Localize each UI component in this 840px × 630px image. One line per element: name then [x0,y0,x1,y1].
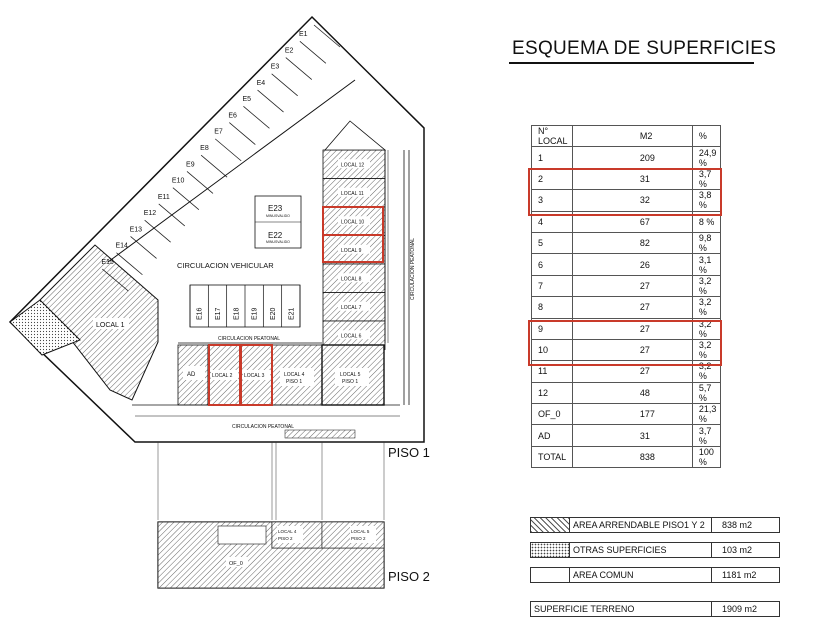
cell-m2: 177 [572,404,692,425]
cell-percent: 5,7 % [692,382,720,403]
cell-percent: 3,2 % [692,318,720,339]
parking-label: E12 [143,210,157,218]
parking-label: E1 [298,31,308,39]
piso-1-label: PISO 1 [388,445,430,460]
parking-label: E21 [288,307,296,320]
table-row [532,147,721,168]
table-row [532,275,721,296]
legend-label: OTRAS SUPERFICIES [570,542,712,558]
legend-value: 838 m2 [712,517,780,533]
cell-percent: 3,7 % [692,425,720,446]
cell-local: 8 [532,297,573,318]
circulacion-peatonal-label: CIRCULACION PEATONAL [218,336,281,342]
cell-percent: 3,2 % [692,275,720,296]
cell-local: TOTAL [532,446,573,467]
parking-label: E3 [270,63,280,71]
parking-label: E11 [157,193,170,201]
cell-m2: 27 [572,318,692,339]
minusvalido-label: MINUSVALIDO [266,214,290,218]
column-local-label: LOCAL 6 [341,333,362,340]
parking-label: E17 [215,307,222,320]
local-5-p2-label: LOCAL 5 [351,529,370,534]
e23-label: E23 [268,204,283,213]
cell-percent: 3,7 % [692,168,720,189]
local-5-p2-sublabel: PISO 2 [351,536,366,541]
parking-label: E8 [200,145,209,153]
table-row [532,425,721,446]
cell-percent: 3,1 % [692,254,720,275]
highlight-rows-9-10 [528,320,722,366]
parking-label: E5 [242,96,252,104]
legend-swatch [530,542,570,558]
parking-label: E15 [101,258,114,266]
page-title: ESQUEMA DE SUPERFICIES [512,38,777,59]
parking-label: E4 [256,79,266,87]
cell-percent: 24,9 % [692,147,720,168]
ad-label: AD [187,372,196,378]
cell-m2: 32 [572,190,692,211]
header-n-local: N° LOCAL [532,126,573,147]
cell-m2: 67 [572,211,692,232]
legend-label: AREA ARRENDABLE PISO1 Y 2 [570,517,712,533]
parking-label: E16 [196,307,204,320]
terreno-value: 1909 m2 [712,601,780,617]
cell-m2: 838 [572,446,692,467]
table-row [532,232,721,253]
cell-local: 5 [532,232,573,253]
cell-local: 4 [532,211,573,232]
cell-local: 10 [532,339,573,360]
local-4-p2-label: LOCAL 4 [278,529,297,534]
header-percent: % [692,126,720,147]
legend-label: AREA COMUN [570,567,712,583]
cell-m2: 27 [572,275,692,296]
column-local-label: LOCAL 8 [341,276,362,283]
column-local-label: LOCAL 9 [341,247,362,254]
legend-swatch [530,567,570,583]
parking-label: E20 [270,307,277,320]
cell-local: 3 [532,190,573,211]
cell-percent: 8 % [692,211,720,232]
cell-percent: 100 % [692,446,720,467]
cell-percent: 3,2 % [692,339,720,360]
cell-m2: 27 [572,361,692,382]
cell-m2: 26 [572,254,692,275]
legend-row [530,542,780,558]
parking-label: E7 [214,128,223,136]
table-row [532,297,721,318]
local-3-label: LOCAL 3 [244,373,265,379]
table-total-row [532,446,721,467]
title-underline [509,62,754,64]
local-2-label: LOCAL 2 [212,373,233,379]
cell-local: 12 [532,382,573,403]
parking-label: E18 [233,307,241,320]
cell-m2: 31 [572,168,692,189]
column-local-label: LOCAL 11 [341,190,364,197]
header-m2: M2 [572,126,692,147]
circulacion-vehicular-label: CIRCULACION VEHICULAR [177,261,274,270]
cell-local: 6 [532,254,573,275]
parking-label: E14 [115,242,128,250]
cell-m2: 209 [572,147,692,168]
column-local-label: LOCAL 10 [341,219,365,226]
column-local-label: LOCAL 7 [341,304,362,311]
cell-percent: 3,8 % [692,190,720,211]
piso-2-label: PISO 2 [388,569,430,584]
cell-m2: 27 [572,339,692,360]
local-1-label: LOCAL 1 [96,322,125,329]
parking-label: E6 [228,112,237,120]
local-5-sublabel: PISO 1 [342,379,359,385]
parking-label: E19 [251,307,259,320]
local-4-p2-sublabel: PISO 2 [278,536,293,541]
cell-local: 2 [532,168,573,189]
cell-m2: 27 [572,297,692,318]
legend-row [530,517,780,533]
legend-swatch [530,517,570,533]
cell-local: OF_0 [532,404,573,425]
cell-m2: 31 [572,425,692,446]
legend-value: 1181 m2 [712,567,780,583]
table-header-row [532,126,721,147]
cell-percent: 21,3 % [692,404,720,425]
cell-percent: 3,2 % [692,297,720,318]
local-5-label: LOCAL 5 [340,372,361,378]
e22-label: E22 [268,231,283,240]
table-row [532,404,721,425]
parking-label: E2 [284,47,294,55]
cell-local: 11 [532,361,573,382]
highlight-rows-2-3 [528,168,722,216]
cell-local: AD [532,425,573,446]
column-local-label: LOCAL 12 [341,162,365,169]
cell-m2: 82 [572,232,692,253]
legend-value: 103 m2 [712,542,780,558]
superficie-terreno-row [530,601,780,617]
cell-local: 9 [532,318,573,339]
circulacion-peatonal-lower-label: CIRCULACION PEATONAL [232,424,295,430]
legend-row [530,567,780,583]
cell-percent: 3,2 % [692,361,720,382]
parking-label: E13 [129,226,143,234]
parking-label: E10 [171,177,185,185]
parking-label: E9 [186,161,195,169]
cell-local: 1 [532,147,573,168]
table-row [532,382,721,403]
local-4-sublabel: PISO 1 [286,379,303,385]
cell-percent: 9,8 % [692,232,720,253]
minusvalido-label: MINUSVALIDO [266,240,290,244]
table-row [532,254,721,275]
cell-m2: 48 [572,382,692,403]
terreno-label: SUPERFICIE TERRENO [530,601,712,617]
circulacion-peatonal-label: CIRCULACION PEATONAL [410,237,416,300]
cell-local: 7 [532,275,573,296]
local-4-label: LOCAL 4 [284,372,305,378]
of-0-label: OF_0 [229,561,243,567]
